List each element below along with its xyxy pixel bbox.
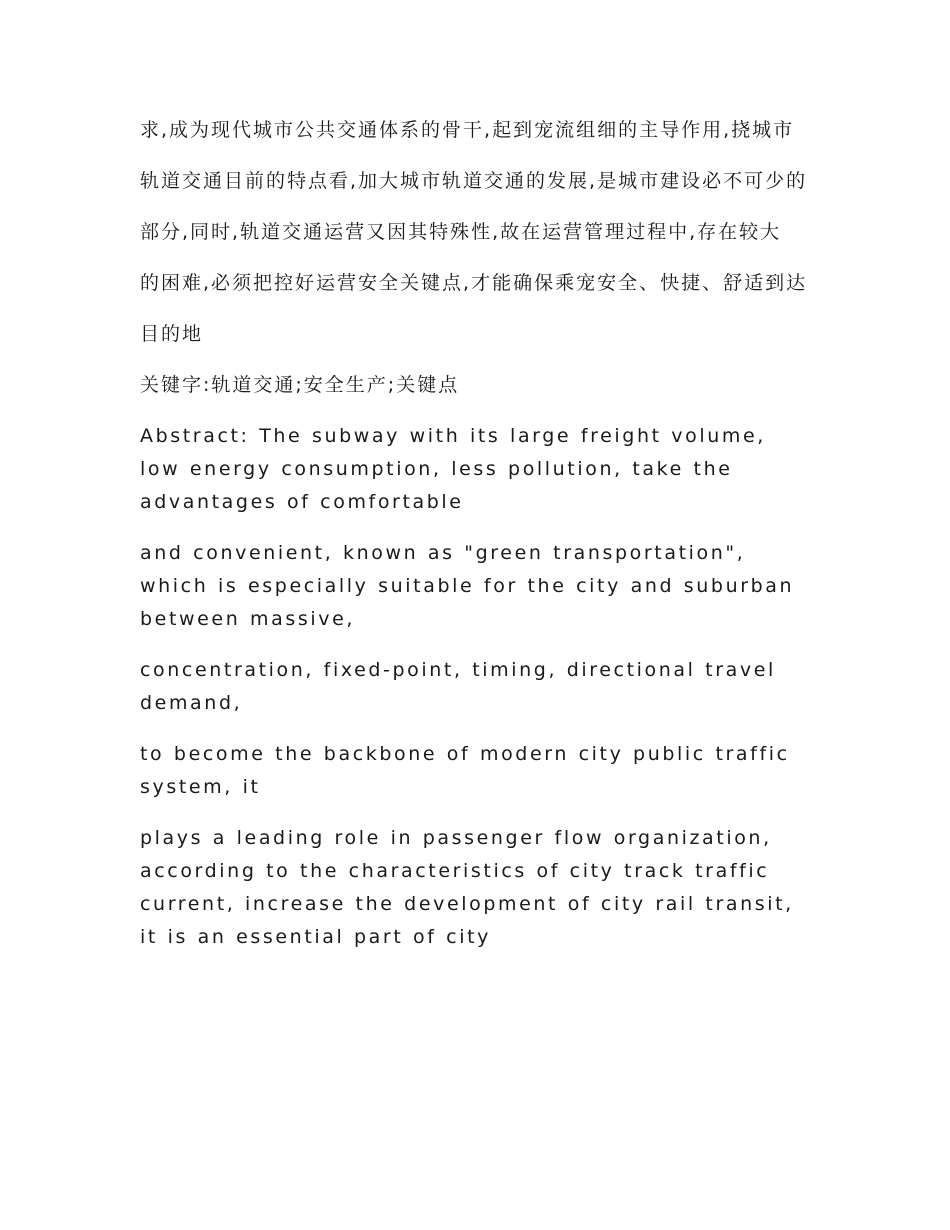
abstract-paragraph-3: concentration, fixed-point, timing, directional travel demand,: [140, 659, 776, 714]
paragraph-zh-4: 的困难,必须把控好运营安全关键点,才能确保乘宠安全、快捷、舒适到达: [140, 272, 808, 294]
document-body: [140, 114, 812, 972]
paragraph-zh-1: 求,成为现代城市公共交通体系的骨干,起到宠流组细的主导作用,挠城市: [140, 119, 795, 141]
abstract-paragraph-1: Abstract: The subway with its large freight volume, low energy consumption, less pollution, take the advantages of comfortable: [140, 425, 766, 513]
paragraph-zh-5: 目的地: [140, 323, 204, 345]
abstract-paragraph-2: and convenient, known as "green transportation", which is especially suitable for the city and suburban between massive,: [140, 542, 795, 630]
abstract-paragraph-4: to become the backbone of modern city public traffic system, it: [140, 743, 790, 798]
keywords-line: 关键字:轨道交通;安全生产;关键点: [140, 374, 460, 396]
paragraph-zh-3: 部分,同时,轨道交通运营又因其特殊性,故在运营管理过程中,存在较大: [140, 221, 782, 243]
abstract-paragraph-5: plays a leading role in passenger flow organization, according to the characteristics of city track traffic current, increase the development of city rail transit, it is an essential part of city: [140, 827, 794, 948]
paragraph-zh-2: 轨道交通目前的特点看,加大城市轨道交通的发展,是城市建设必不可少的: [140, 170, 808, 192]
